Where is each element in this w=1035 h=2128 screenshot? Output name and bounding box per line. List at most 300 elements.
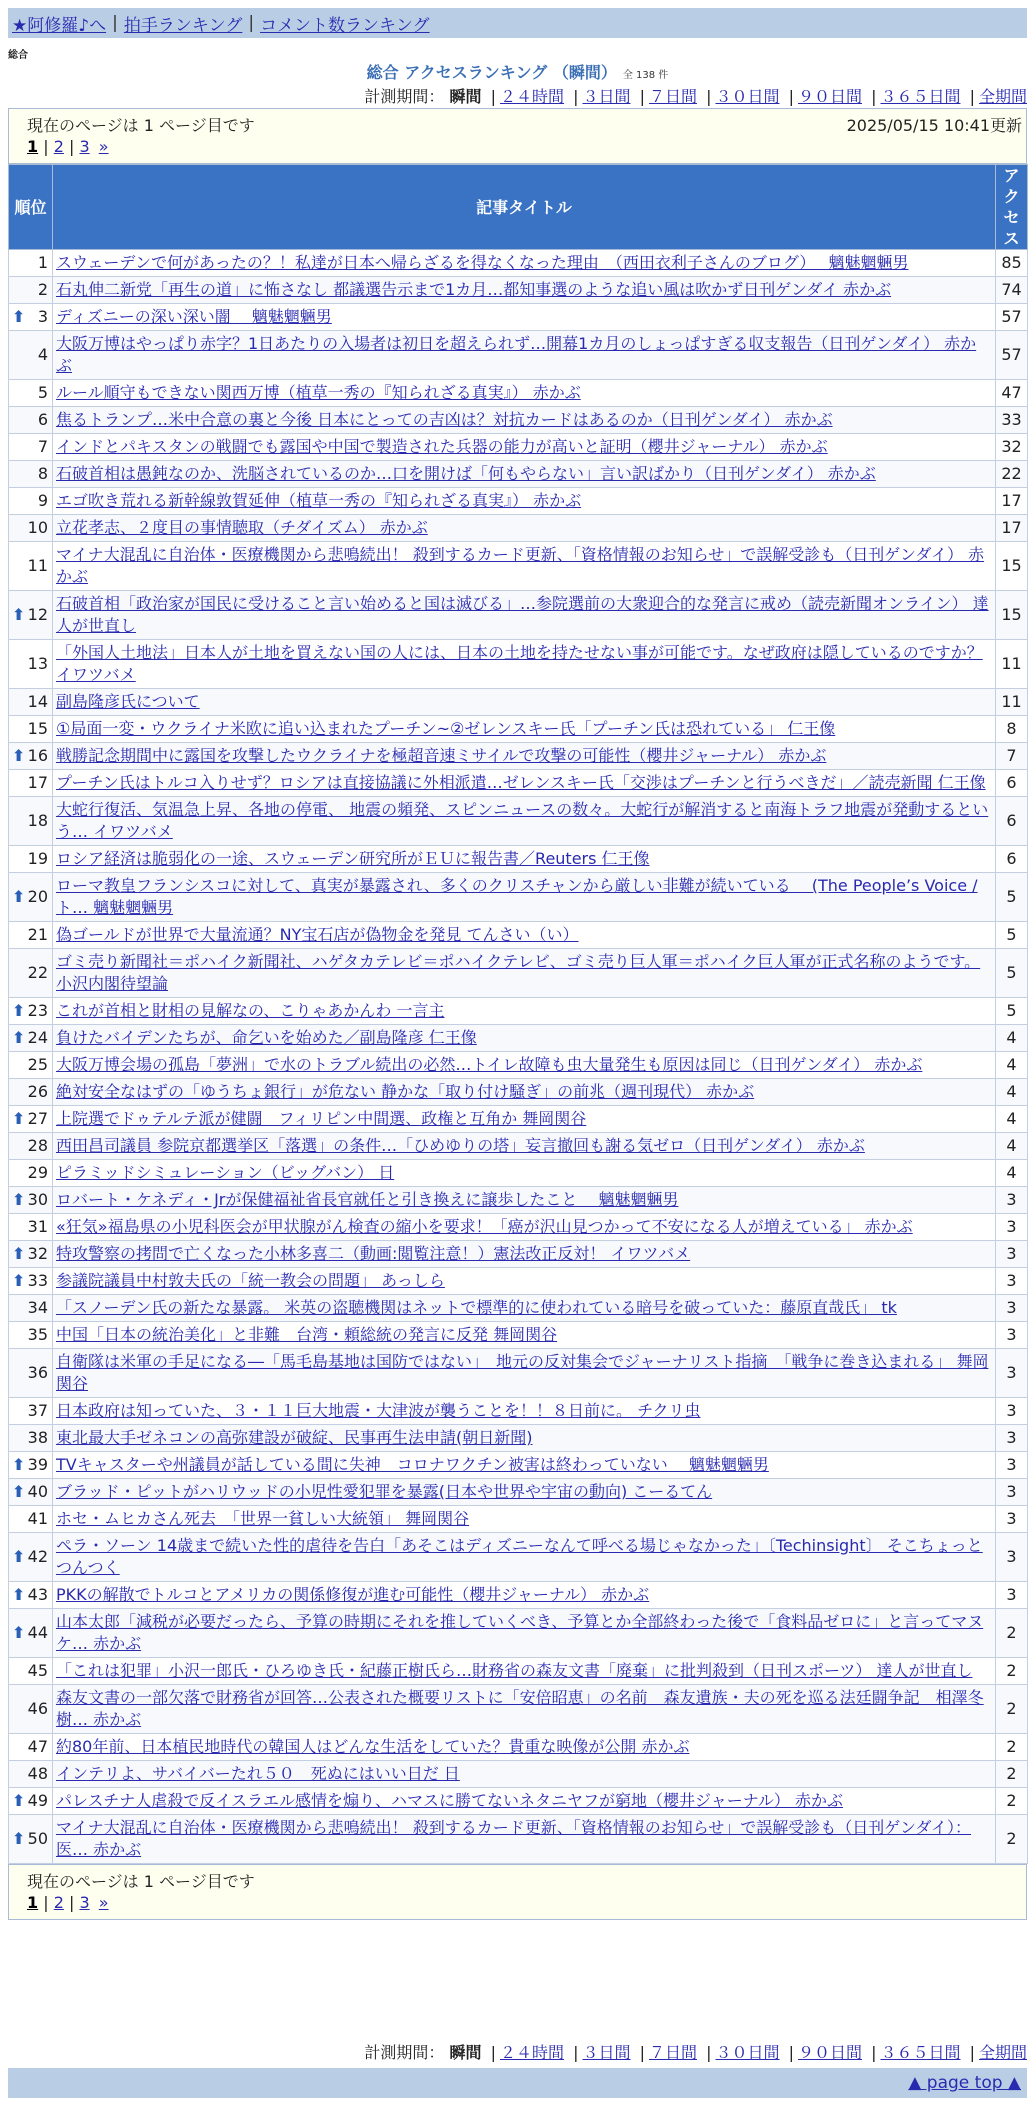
next-page-link[interactable]: » — [98, 137, 109, 156]
article-title-link[interactable]: ディズニーの深い深い闇 魑魅魍魎男 — [56, 307, 332, 326]
title-cell — [53, 1479, 996, 1506]
rank-number: 49 — [27, 1791, 48, 1810]
page-top-link[interactable]: ▲ page top ▲ — [908, 2073, 1021, 2093]
rank-number: 48 — [27, 1764, 48, 1783]
rank-number: 17 — [27, 773, 48, 792]
rank-cell — [9, 1398, 53, 1425]
access-count: 2 — [996, 1658, 1028, 1685]
rank-cell — [9, 461, 53, 488]
article-title-link[interactable]: 上院選でドゥテルテ派が健闘 フィリピン中間選、政権と互角か 舞岡関谷 — [56, 1109, 587, 1128]
rank-number: 38 — [27, 1428, 48, 1447]
article-title-link[interactable]: ロシア経済は脆弱化の一途、スウェーデン研究所がＥＵに報告書／Reuters 仁王像 — [56, 849, 650, 868]
access-count: 17 — [996, 488, 1028, 515]
rank-number: 16 — [27, 746, 48, 765]
title-cell — [53, 998, 996, 1025]
rank-number: 15 — [27, 719, 48, 738]
table-row — [9, 770, 1028, 797]
title-cell — [53, 407, 996, 434]
title-cell — [53, 1582, 996, 1609]
page-link-1[interactable]: 1 — [27, 1893, 39, 1912]
title-cell — [53, 1734, 996, 1761]
page-title: 総合 アクセスランキング （瞬間） — [366, 63, 617, 82]
access-count: 3 — [996, 1506, 1028, 1533]
article-title-link[interactable]: 「スノーデン氏の新たな暴露。 米英の盗聴機関はネットで標準的に使われている暗号を破っていた：藤原直哉氏」 tk — [56, 1298, 897, 1317]
title-cell — [53, 743, 996, 770]
title-cell — [53, 515, 996, 542]
article-title-link[interactable]: マイナ大混乱に自治体・医療機関から悲鳴続出！ 殺到するカード更新、「資格情報のお知らせ」で誤解受診も（日刊ゲンダイ） 赤かぶ — [56, 545, 985, 586]
title-cell — [53, 1506, 996, 1533]
table-row — [9, 743, 1028, 770]
table-row — [9, 380, 1028, 407]
table-row — [9, 1106, 1028, 1133]
rank-cell — [9, 250, 53, 277]
table-row — [9, 1160, 1028, 1187]
article-title-link[interactable]: ローマ教皇フランシスコに対して、真実が暴露され、多くのクリスチャンから厳しい非難が続いている (The People’s Voice / ト… 魑魅魍魎男 — [56, 876, 978, 917]
title-cell — [53, 922, 996, 949]
article-title-link[interactable]: 絶対安全なはずの「ゆうちょ銀行」が危ない 静かな「取り付け騒ぎ」の前兆（週刊現代） 赤かぶ — [56, 1082, 755, 1101]
up-arrow-icon: ⬆ — [12, 1623, 26, 1642]
applause-ranking-link[interactable]: 拍手ランキング — [123, 15, 243, 36]
article-title-link[interactable]: 副島隆彦氏について — [56, 692, 200, 711]
period-selector-top: 計測期間： 瞬間 | ２４時間 | ３日間 | ７日間 | ３０日間 | ９０日間 | ３６５日間 | 全期間 — [364, 87, 1027, 106]
page-link-1[interactable]: 1 — [27, 137, 39, 156]
period-link-7d[interactable]: ７日間 — [648, 87, 697, 106]
rank-cell — [9, 1025, 53, 1052]
rank-cell — [9, 380, 53, 407]
article-title-link[interactable]: ブラッド・ピットがハリウッドの小児性愛犯罪を暴露(日本や世界や宇宙の動向) こーるてん — [56, 1482, 713, 1501]
rank-cell — [9, 1761, 53, 1788]
top-nav-bar — [8, 8, 1027, 38]
article-title-link[interactable]: TVキャスターや州議員が話している間に失神 コロナワクチン被害は終わっていない 魑魅魍魎男 — [56, 1455, 769, 1474]
access-count: 5 — [996, 998, 1028, 1025]
access-count: 17 — [996, 515, 1028, 542]
up-arrow-icon: ⬆ — [12, 1028, 26, 1047]
rank-number: 24 — [27, 1028, 48, 1047]
rank-number: 5 — [37, 383, 48, 402]
rank-cell — [9, 407, 53, 434]
rank-cell — [9, 488, 53, 515]
rank-cell — [9, 1658, 53, 1685]
access-count: 3 — [996, 1398, 1028, 1425]
rank-number: 14 — [27, 692, 48, 711]
article-title-link[interactable]: 負けたバイデンたちが、命乞いを始めた／副島隆彦 仁王像 — [56, 1028, 477, 1047]
access-count: 6 — [996, 797, 1028, 846]
page-links: 1 | 2 | 3 » — [27, 1893, 109, 1912]
access-count: 5 — [996, 922, 1028, 949]
article-title-link[interactable]: インテリよ、サバイバーたれ５０ 死ぬにはいい日だ 日 — [56, 1764, 460, 1783]
column-header-rank: 順位 — [9, 165, 53, 250]
up-arrow-icon: ⬆ — [12, 1244, 26, 1263]
article-title-link[interactable]: これが首相と財相の見解なの、こりゃあかんわ 一言主 — [56, 1001, 445, 1020]
table-row — [9, 331, 1028, 380]
rank-cell — [9, 1533, 53, 1582]
title-cell — [53, 1160, 996, 1187]
period-link-7d[interactable]: ７日間 — [648, 2043, 697, 2062]
table-row — [9, 1425, 1028, 1452]
pager-bottom — [8, 1864, 1027, 1920]
title-cell — [53, 1025, 996, 1052]
rank-cell — [9, 1734, 53, 1761]
article-title-link[interactable]: «狂気»福島県の小児科医会が甲状腺がん検査の縮小を要求！「癌が沢山見つかって不安になる人が増えている」 赤かぶ — [56, 1217, 913, 1236]
article-title-link[interactable]: 焦るトランプ…米中合意の裏と今後 日本にとっての吉凶は？対抗カードはあるのか（日刊ゲンダイ） 赤かぶ — [56, 410, 833, 429]
table-row — [9, 277, 1028, 304]
table-row — [9, 542, 1028, 591]
rank-number: 28 — [27, 1136, 48, 1155]
home-link[interactable]: ★阿修羅♪へ — [12, 15, 107, 36]
article-title-link[interactable]: 自衛隊は米軍の手足になる―「馬毛島基地は国防ではない」 地元の反対集会でジャーナリスト指摘 「戦争に巻き込まれる」 舞岡関谷 — [56, 1352, 989, 1393]
table-row — [9, 1788, 1028, 1815]
title-cell — [53, 434, 996, 461]
title-cell — [53, 1241, 996, 1268]
article-title-link[interactable]: ピラミッドシミュレーション（ビッグバン） 日 — [56, 1163, 395, 1182]
period-selector-bottom: 計測期間： 瞬間 | ２４時間 | ３日間 | ７日間 | ３０日間 | ９０日間 | ３６５日間 | 全期間 — [364, 2043, 1027, 2062]
rank-cell — [9, 1685, 53, 1734]
column-header-title: 記事タイトル — [53, 165, 996, 250]
article-title-link[interactable]: 特攻警察の拷問で亡くなった小林多喜二（動画:閲覧注意！）憲法改正反対！ イワツバメ — [56, 1244, 691, 1263]
rank-number: 37 — [27, 1401, 48, 1420]
nav-separator: | — [112, 13, 118, 33]
article-title-link[interactable]: 約80年前、日本植民地時代の韓国人はどんな生活をしていた？貴重な映像が公開 赤かぶ — [56, 1737, 690, 1756]
rank-cell — [9, 1815, 53, 1864]
access-count: 3 — [996, 1582, 1028, 1609]
up-arrow-icon: ⬆ — [12, 307, 26, 326]
rank-cell — [9, 846, 53, 873]
access-count: 4 — [996, 1052, 1028, 1079]
title-cell — [53, 304, 996, 331]
article-title-link[interactable]: マイナ大混乱に自治体・医療機関から悲鳴続出！ 殺到するカード更新、「資格情報のお知らせ」で誤解受診も（日刊ゲンダイ）：医… 赤かぶ — [56, 1818, 972, 1859]
rank-number: 34 — [27, 1298, 48, 1317]
rank-cell — [9, 1506, 53, 1533]
rank-cell — [9, 542, 53, 591]
period-link-3d[interactable]: ３日間 — [582, 87, 631, 106]
title-cell — [53, 770, 996, 797]
footer-bar — [8, 2068, 1027, 2098]
table-row — [9, 1295, 1028, 1322]
article-title-link[interactable]: 「外国人土地法」日本人が土地を買えない国の人には、日本の土地を持たせない事が可能です。なぜ政府は隠しているのですか？ イワツバメ — [56, 643, 983, 684]
rank-cell — [9, 515, 53, 542]
article-title-link[interactable]: 森友文書の一部欠落で財務省が回答…公表された概要リストに「安倍昭恵」の名前 森友遺族・夫の死を巡る法廷闘争記 相澤冬樹… 赤かぶ — [56, 1688, 984, 1729]
access-count: 33 — [996, 407, 1028, 434]
rank-cell — [9, 277, 53, 304]
title-cell — [53, 1133, 996, 1160]
period-link-all[interactable]: 全期間 — [978, 87, 1027, 106]
article-title-link[interactable]: ルール順守もできない関西万博（植草一秀の『知られざる真実』） 赤かぶ — [56, 383, 581, 402]
access-count: 2 — [996, 1761, 1028, 1788]
article-title-link[interactable]: 「これは犯罪」小沢一郎氏・ひろゆき氏・紀藤正樹氏ら…財務省の森友文書「廃棄」に批判殺到（日刊スポーツ） 達人が世直し — [56, 1661, 973, 1680]
rank-cell — [9, 689, 53, 716]
article-title-link[interactable]: 参議院議員中村敦夫氏の「統一教会の問題」 あっしら — [56, 1271, 445, 1290]
article-title-link[interactable]: 大阪万博会場の孤島「夢洲」で水のトラブル続出の必然…トイレ故障も虫大量発生も原因は同じ（日刊ゲンダイ） 赤かぶ — [56, 1055, 923, 1074]
rank-cell — [9, 331, 53, 380]
rank-number: 20 — [27, 887, 48, 906]
page-link-2[interactable]: 2 — [53, 137, 64, 156]
article-title-link[interactable]: 西田昌司議員 参院京都選挙区「落選」の条件…「ひめゆりの塔」妄言撤回も謝る気ゼロ（日刊ゲンダイ） 赤かぶ — [56, 1136, 865, 1155]
table-row — [9, 1452, 1028, 1479]
rank-number: 9 — [37, 491, 48, 510]
rank-cell — [9, 1788, 53, 1815]
rank-number: 4 — [37, 345, 48, 364]
article-title-link[interactable]: ペラ・ソーン 14歳まで続いた性的虐待を告白「あそこはディズニーなんて呼べる場じゃなかった」〔Techinsight〕 そこちょっとつんつく — [56, 1536, 983, 1577]
rank-number: 18 — [27, 811, 48, 830]
title-cell — [53, 331, 996, 380]
access-count: 57 — [996, 331, 1028, 380]
period-link-90d[interactable]: ９０日間 — [797, 87, 862, 106]
table-row — [9, 949, 1028, 998]
title-cell — [53, 1079, 996, 1106]
period-label: 計測期間： — [364, 87, 445, 106]
article-title-link[interactable]: ロバート・ケネディ・Jrが保健福祉省長官就任と引き換えに譲歩したこと 魑魅魍魎男 — [56, 1190, 679, 1209]
article-title-link[interactable]: ①局面一変・ウクライナ米欧に追い込まれたプーチン~②ゼレンスキー氏「プーチン氏は恐れている」 仁王像 — [56, 719, 836, 738]
rank-cell — [9, 591, 53, 640]
article-title-link[interactable]: ゴミ売り新聞社＝ポハイク新聞社、ハゲタカテレビ＝ポハイクテレビ、ゴミ売り巨人軍＝ポハイク巨人軍が正式名称のようです。 小沢内閣待望論 — [56, 952, 981, 993]
up-arrow-icon: ⬆ — [12, 1585, 26, 1604]
rank-number: 13 — [27, 654, 48, 673]
column-header-access: アクセス — [996, 165, 1028, 250]
up-arrow-icon: ⬆ — [12, 1829, 26, 1848]
table-row — [9, 1734, 1028, 1761]
title-cell — [53, 949, 996, 998]
article-title-link[interactable]: 東北最大手ゼネコンの高弥建設が破綻、民事再生法申請(朝日新聞) — [56, 1428, 533, 1447]
table-row — [9, 1133, 1028, 1160]
table-row — [9, 1398, 1028, 1425]
title-cell — [53, 1685, 996, 1734]
period-link-24h[interactable]: ２４時間 — [499, 2043, 564, 2062]
title-cell — [53, 640, 996, 689]
title-cell — [53, 277, 996, 304]
up-arrow-icon: ⬆ — [12, 887, 26, 906]
up-arrow-icon: ⬆ — [12, 1482, 26, 1501]
article-title-link[interactable]: プーチン氏はトルコ入りせず？ロシアは直接協議に外相派遣…ゼレンスキー氏「交渉はプーチンと行うべきだ」／読売新聞 仁王像 — [56, 773, 986, 792]
rank-cell — [9, 743, 53, 770]
updated-timestamp: 2025/05/15 10:41更新 — [846, 116, 1022, 135]
up-arrow-icon: ⬆ — [12, 1001, 26, 1020]
period-selected: 瞬間 — [449, 2043, 482, 2062]
current-page-text: 現在のページは 1 ページ目です — [27, 1872, 255, 1891]
article-title-link[interactable]: 石破首相は愚鈍なのか、洗脳されているのか…口を開けば「何もやらない」言い訳ばかり（日刊ゲンダイ） 赤かぶ — [56, 464, 876, 483]
table-row — [9, 1582, 1028, 1609]
article-title-link[interactable]: 山本太郎「減税が必要だったら、予算の時期にそれを推していくべき、予算とか全部終わった後で「食料品ゼロに」と言ってマヌケ… 赤かぶ — [56, 1612, 984, 1653]
access-count: 7 — [996, 743, 1028, 770]
rank-number: 22 — [27, 963, 48, 982]
rank-number: 26 — [27, 1082, 48, 1101]
period-link-365d[interactable]: ３６５日間 — [880, 87, 961, 106]
table-row — [9, 1079, 1028, 1106]
rank-cell — [9, 1052, 53, 1079]
item-count: 全 138 件 — [622, 70, 669, 81]
title-cell — [53, 1761, 996, 1788]
access-count: 85 — [996, 250, 1028, 277]
period-link-90d[interactable]: ９０日間 — [797, 2043, 862, 2062]
rank-cell — [9, 1079, 53, 1106]
rank-number: 23 — [27, 1001, 48, 1020]
rank-number: 8 — [37, 464, 48, 483]
title-cell — [53, 488, 996, 515]
period-link-30d[interactable]: ３０日間 — [715, 2043, 780, 2062]
rank-number: 35 — [27, 1325, 48, 1344]
period-label: 計測期間： — [364, 2043, 445, 2062]
rank-number: 46 — [27, 1699, 48, 1718]
rank-number: 33 — [27, 1271, 48, 1290]
rank-number: 36 — [27, 1363, 48, 1382]
article-title-link[interactable]: エゴ吹き荒れる新幹線敦賀延伸（植草一秀の『知られざる真実』） 赤かぶ — [56, 491, 582, 510]
article-title-link[interactable]: 中国「日本の統治美化」と非難 台湾・頼総統の発言に反発 舞岡関谷 — [56, 1325, 558, 1344]
rank-number: 42 — [27, 1547, 48, 1566]
title-cell — [53, 716, 996, 743]
table-row — [9, 1685, 1028, 1734]
article-title-link[interactable]: 大蛇行復活、気温急上昇、各地の停電、 地震の頻発、スピンニュースの数々。大蛇行が解消すると南海トラフ地震が発動するという… イワツバメ — [56, 800, 989, 841]
rank-number: 29 — [27, 1163, 48, 1182]
rank-number: 47 — [27, 1737, 48, 1756]
table-row — [9, 1052, 1028, 1079]
access-count: 5 — [996, 949, 1028, 998]
title-cell — [53, 1349, 996, 1398]
page-link-2[interactable]: 2 — [53, 1893, 64, 1912]
rank-cell — [9, 1187, 53, 1214]
article-title-link[interactable]: PKKの解散でトルコとアメリカの関係修復が進む可能性（櫻井ジャーナル） 赤かぶ — [56, 1585, 650, 1604]
rank-number: 3 — [37, 307, 48, 326]
title-cell — [53, 591, 996, 640]
table-row — [9, 922, 1028, 949]
table-row — [9, 1322, 1028, 1349]
table-row — [9, 1349, 1028, 1398]
rank-number: 2 — [37, 280, 48, 299]
rank-cell — [9, 998, 53, 1025]
access-count: 4 — [996, 1133, 1028, 1160]
access-count: 3 — [996, 1214, 1028, 1241]
access-count: 3 — [996, 1425, 1028, 1452]
period-link-3d[interactable]: ３日間 — [582, 2043, 631, 2062]
table-row — [9, 461, 1028, 488]
rank-number: 40 — [27, 1482, 48, 1501]
rank-cell — [9, 873, 53, 922]
article-title-link[interactable]: 偽ゴールドが世界で大量流通？NY宝石店が偽物金を発見 てんさい（い） — [56, 925, 579, 944]
period-link-all[interactable]: 全期間 — [978, 2043, 1027, 2062]
title-cell — [53, 1533, 996, 1582]
rank-number: 44 — [27, 1623, 48, 1642]
title-cell — [53, 689, 996, 716]
rank-number: 32 — [27, 1244, 48, 1263]
current-page-text: 現在のページは 1 ページ目です — [27, 116, 255, 135]
access-count: 3 — [996, 1187, 1028, 1214]
title-cell — [53, 1609, 996, 1658]
article-title-link[interactable]: 立花孝志、２度目の事情聴取（チダイズム） 赤かぶ — [56, 518, 428, 537]
access-count: 11 — [996, 689, 1028, 716]
title-cell — [53, 380, 996, 407]
period-link-30d[interactable]: ３０日間 — [715, 87, 780, 106]
title-cell — [53, 1658, 996, 1685]
period-selected: 瞬間 — [449, 87, 482, 106]
access-count: 3 — [996, 1533, 1028, 1582]
title-cell — [53, 1052, 996, 1079]
page-heading — [0, 60, 1035, 83]
table-row — [9, 640, 1028, 689]
page-links: 1 | 2 | 3 » — [27, 137, 109, 156]
access-count: 2 — [996, 1685, 1028, 1734]
title-cell — [53, 797, 996, 846]
table-row — [9, 689, 1028, 716]
rank-cell — [9, 1349, 53, 1398]
article-title-link[interactable]: 大阪万博はやっぱり赤字？1日あたりの入場者は初日を超えられず…開幕1カ月のしょっぱすぎる収支報告（日刊ゲンダイ） 赤かぶ — [56, 334, 977, 375]
rank-number: 27 — [27, 1109, 48, 1128]
rank-cell — [9, 640, 53, 689]
title-cell — [53, 1295, 996, 1322]
article-title-link[interactable]: ホセ・ムヒカさん死去 「世界一貧しい大統領」 舞岡関谷 — [56, 1509, 470, 1528]
rank-number: 21 — [27, 925, 48, 944]
rank-number: 10 — [27, 518, 48, 537]
access-count: 15 — [996, 591, 1028, 640]
rank-cell — [9, 304, 53, 331]
rank-number: 1 — [37, 253, 48, 272]
access-count: 5 — [996, 873, 1028, 922]
pager-top — [8, 108, 1027, 164]
up-arrow-icon: ⬆ — [12, 1455, 26, 1474]
access-count: 32 — [996, 434, 1028, 461]
access-count: 3 — [996, 1349, 1028, 1398]
period-link-365d[interactable]: ３６５日間 — [880, 2043, 961, 2062]
rank-cell — [9, 1133, 53, 1160]
rank-number: 12 — [27, 605, 48, 624]
rank-cell — [9, 1452, 53, 1479]
article-title-link[interactable]: 石破首相「政治家が国民に受けること言い始めると国は滅びる」…参院選前の大衆迎合的な発言に戒め（読売新聞オンライン） 達人が世直し — [56, 594, 989, 635]
rank-cell — [9, 1268, 53, 1295]
title-cell — [53, 542, 996, 591]
article-title-link[interactable]: スウェーデンで何があったの？！私達が日本へ帰らざるを得なくなった理由 （西田衣利子さんのブログ） 魑魅魍魎男 — [56, 253, 909, 272]
table-row — [9, 1479, 1028, 1506]
rank-cell — [9, 434, 53, 461]
rank-cell — [9, 1241, 53, 1268]
rank-cell — [9, 1106, 53, 1133]
table-row — [9, 1025, 1028, 1052]
nav-separator: | — [248, 13, 255, 33]
access-count: 2 — [996, 1815, 1028, 1864]
title-cell — [53, 1268, 996, 1295]
table-row — [9, 1815, 1028, 1864]
article-title-link[interactable]: 戦勝記念期間中に露国を攻撃したウクライナを極超音速ミサイルで攻撃の可能性（櫻井ジャーナル） 赤かぶ — [56, 746, 827, 765]
period-link-24h[interactable]: ２４時間 — [499, 87, 564, 106]
rank-cell — [9, 922, 53, 949]
access-count: 11 — [996, 640, 1028, 689]
up-arrow-icon: ⬆ — [12, 605, 26, 624]
rank-cell — [9, 1160, 53, 1187]
access-count: 6 — [996, 846, 1028, 873]
article-title-link[interactable]: インドとパキスタンの戦闘でも露国や中国で製造された兵器の能力が高いと証明（櫻井ジャーナル） 赤かぶ — [56, 437, 828, 456]
comment-ranking-link[interactable]: コメント数ランキング — [260, 15, 430, 36]
next-page-link[interactable]: » — [98, 1893, 109, 1912]
rank-number: 11 — [27, 556, 48, 575]
rank-number: 6 — [37, 410, 48, 429]
access-count: 3 — [996, 1241, 1028, 1268]
rank-number: 30 — [27, 1190, 48, 1209]
rank-number: 50 — [27, 1829, 48, 1848]
rank-cell — [9, 1582, 53, 1609]
access-count: 57 — [996, 304, 1028, 331]
rank-cell — [9, 1322, 53, 1349]
article-title-link[interactable]: パレスチナ人虐殺で反イスラエル感情を煽り、ハマスに勝てないネタニヤフが窮地（櫻井ジャーナル） 赤かぶ — [56, 1791, 844, 1810]
ranking-table — [8, 164, 1028, 1864]
table-row — [9, 846, 1028, 873]
title-cell — [53, 1106, 996, 1133]
access-count: 6 — [996, 770, 1028, 797]
table-row — [9, 1761, 1028, 1788]
title-cell — [53, 1322, 996, 1349]
page-link-3[interactable]: 3 — [79, 1893, 90, 1912]
access-count: 4 — [996, 1106, 1028, 1133]
article-title-link[interactable]: 石丸伸二新党「再生の道」に怖さなし 都議選告示まで1カ月…都知事選のような追い風は吹かず日刊ゲンダイ 赤かぶ — [56, 280, 892, 299]
rank-number: 41 — [27, 1509, 48, 1528]
page-link-3[interactable]: 3 — [79, 137, 90, 156]
table-row — [9, 1658, 1028, 1685]
article-title-link[interactable]: 日本政府は知っていた、３・１１巨大地震・大津波が襲うことを！！８日前に。 チクリ虫 — [56, 1401, 701, 1420]
